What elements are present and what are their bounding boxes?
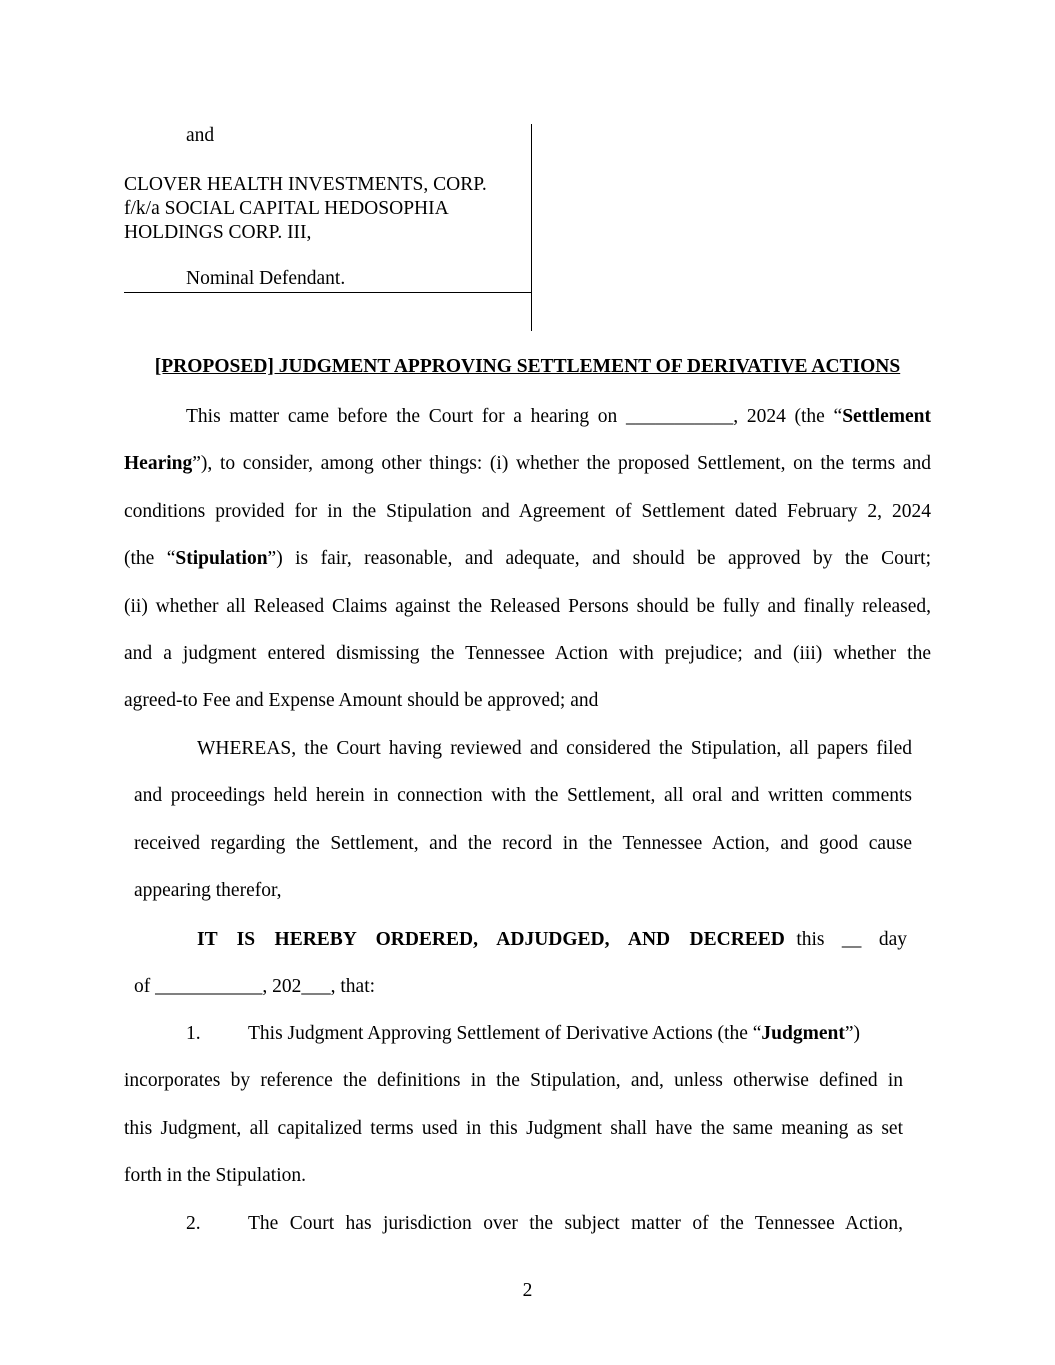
ordered-line-1: IT IS HEREBY ORDERED, ADJUDGED, AND DECREED this __ day	[197, 929, 908, 950]
whereas-line-3: received regarding the Settlement, and the record in the Tennessee Action, and good cause	[134, 832, 912, 854]
para1-line-4: forth in the Stipulation.	[124, 1165, 306, 1187]
intro-paragraph	[124, 393, 931, 725]
intro-line-2: Hearing”), to consider, among other things: (i) whether the proposed Settlement, on the terms and	[124, 453, 931, 475]
caption-and: and	[186, 125, 215, 146]
intro-line-1: This matter came before the Court for a hearing on ___________, 2024 (the “Settlement	[186, 406, 931, 427]
para1-number: 1.	[186, 1023, 201, 1044]
para2-line-1: 2. The Court has jurisdiction over the subject matter of the Tennessee Action,	[124, 1200, 903, 1247]
caption-vertical-divider	[531, 124, 532, 331]
intro-line-6: and a judgment entered dismissing the Tennessee Action with prejudice; and (iii) whether the	[124, 643, 931, 665]
caption-role: Nominal Defendant.	[186, 268, 346, 289]
intro-line-7: agreed-to Fee and Expense Amount should be approved; and	[124, 690, 599, 712]
intro-line-4: (the “Stipulation”) is fair, reasonable, and adequate, and should be approved by the Court;	[124, 548, 931, 570]
whereas-paragraph	[134, 725, 912, 915]
ordered-paragraph	[134, 916, 907, 1011]
para1-line-2: incorporates by reference the definitions in the Stipulation, and, unless otherwise defined in	[124, 1070, 903, 1092]
numbered-paragraph-1	[124, 1010, 903, 1200]
para2-number: 2.	[186, 1213, 201, 1234]
ordered-line-2: of ___________, 202___, that:	[134, 976, 376, 998]
document-title: [PROPOSED] JUDGMENT APPROVING SETTLEMENT OF DERIVATIVE ACTIONS	[154, 356, 901, 377]
caption-horizontal-divider	[124, 292, 532, 293]
caption-party-line-3: HOLDINGS CORP. III,	[124, 222, 312, 243]
intro-line-3: conditions provided for in the Stipulation and Agreement of Settlement dated February 2, 2024	[124, 500, 931, 522]
caption-party-line-2: f/k/a SOCIAL CAPITAL HEDOSOPHIA	[124, 198, 449, 219]
whereas-line-1: WHEREAS, the Court having reviewed and considered the Stipulation, all papers filed	[197, 738, 912, 759]
page-number: 2	[522, 1280, 533, 1301]
intro-line-5: (ii) whether all Released Claims against the Released Persons should be fully and finally released,	[124, 595, 931, 617]
caption-party-line-1: CLOVER HEALTH INVESTMENTS, CORP.	[124, 174, 487, 195]
whereas-line-4: appearing therefor,	[134, 880, 282, 902]
whereas-line-2: and proceedings held herein in connection with the Settlement, all oral and written comments	[134, 785, 912, 807]
para1-line-1: 1. This Judgment Approving Settlement of Derivative Actions (the “Judgment”)	[124, 1010, 903, 1057]
numbered-paragraph-2	[124, 1200, 903, 1247]
para1-line-3: this Judgment, all capitalized terms used in this Judgment shall have the same meaning as set	[124, 1117, 903, 1139]
